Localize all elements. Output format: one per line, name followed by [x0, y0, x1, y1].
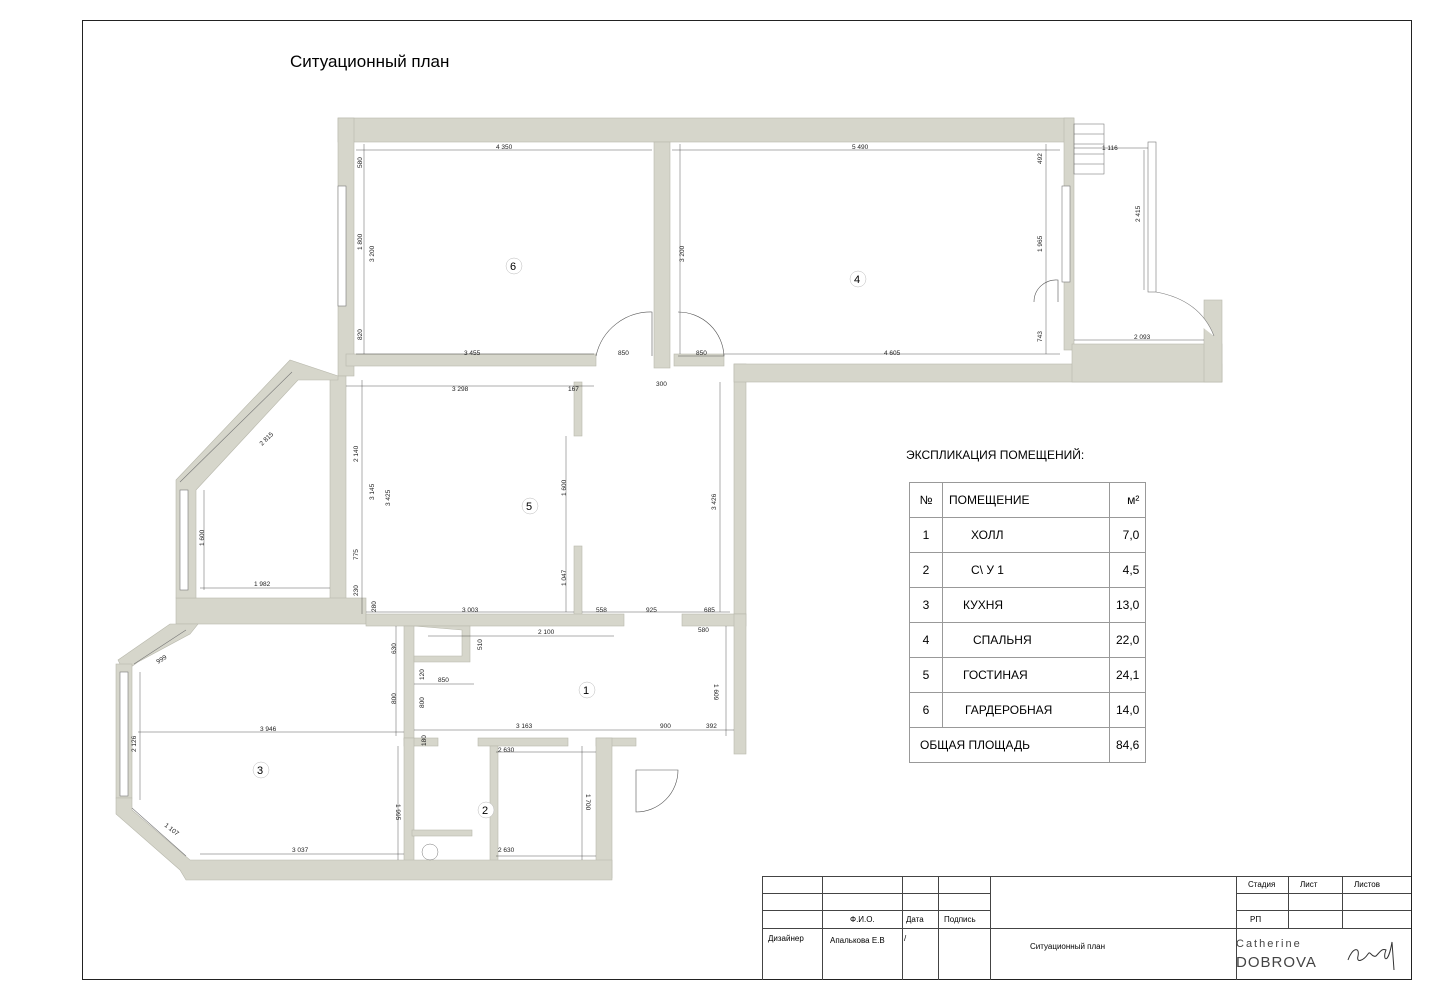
logo-text-top: Catherine [1236, 938, 1302, 950]
dim-2415: 2 415 [1135, 205, 1142, 222]
date-slash: / [904, 934, 907, 943]
dim-300: 300 [656, 381, 667, 388]
dim-850b: 850 [696, 350, 707, 357]
dim-900: 900 [660, 723, 671, 730]
dim-1700: 1 700 [584, 794, 591, 811]
explication-table [909, 482, 1146, 763]
col-area-header: м² [1110, 483, 1146, 518]
dim-120: 120 [419, 669, 426, 680]
dim-3145: 3 145 [369, 483, 376, 500]
room-number-1: 1 [583, 685, 590, 697]
dim-850c: 850 [438, 677, 449, 684]
sheet-label: Лист [1300, 880, 1318, 889]
total-area: 84,6 [1110, 728, 1146, 763]
dim-800b: 800 [419, 697, 426, 708]
title-block [762, 876, 1411, 980]
date-label: Дата [906, 915, 924, 924]
dim-230: 230 [353, 585, 360, 596]
dim-492: 492 [1037, 153, 1044, 164]
col-room-header: ПОМЕЩЕНИЕ [943, 483, 1110, 518]
dim-2126: 2 126 [131, 735, 138, 752]
dim-167: 167 [568, 386, 579, 393]
dim-1107: 1 107 [162, 822, 180, 838]
dim-3298: 3 298 [452, 386, 469, 393]
dim-1600a: 1 600 [561, 479, 568, 496]
dim-510: 510 [477, 639, 484, 650]
room-number-2: 2 [482, 805, 489, 817]
total-label: ОБЩАЯ ПЛОЩАДЬ [910, 728, 1110, 763]
table-row: 5 ГОСТИНАЯ 24,1 [910, 658, 1146, 693]
dim-2140: 2 140 [353, 445, 360, 462]
room-number-5: 5 [526, 501, 533, 513]
sheets-label: Листов [1354, 880, 1380, 889]
dim-1609: 1 609 [712, 684, 719, 701]
stage-label: Стадия [1248, 880, 1276, 889]
table-row: 1 ХОЛЛ 7,0 [910, 518, 1146, 553]
explication-heading: ЭКСПЛИКАЦИЯ ПОМЕЩЕНИЙ: [906, 448, 1085, 462]
dim-2630b: 2 630 [498, 847, 515, 854]
dim-4350: 4 350 [496, 144, 513, 151]
dim-3200a: 3 200 [369, 245, 376, 262]
dim-3425: 3 425 [385, 489, 392, 506]
dim-3163: 3 163 [516, 723, 533, 730]
room-number-3: 3 [257, 765, 264, 777]
dim-2815: 2 815 [258, 431, 276, 448]
dim-1116: 1 116 [1102, 145, 1118, 152]
drawing-title: Ситуационный план [1030, 942, 1106, 951]
dim-999: 999 [155, 654, 169, 666]
designer-name: Апалькова Е.В [830, 936, 885, 945]
dim-3003: 3 003 [462, 607, 479, 614]
fio-label: Ф.И.О. [850, 915, 875, 924]
dim-558: 558 [596, 607, 607, 614]
dim-630: 630 [391, 643, 398, 654]
logo-text-bottom: DOBROVA [1236, 954, 1317, 971]
dim-580b: 580 [698, 627, 709, 634]
col-no-header: № [910, 483, 943, 518]
sign-label: Подпись [944, 915, 976, 924]
table-row: 6 ГАРДЕРОБНАЯ 14,0 [910, 693, 1146, 728]
dim-3200b: 3 200 [679, 245, 686, 262]
dim-743: 743 [1037, 331, 1044, 342]
dim-3037: 3 037 [292, 847, 309, 854]
dim-392: 392 [706, 723, 717, 730]
dim-1800: 1 800 [357, 233, 364, 250]
dim-850a: 850 [618, 350, 629, 357]
room-number-6: 6 [510, 261, 517, 273]
explication-total-row [910, 728, 1146, 763]
dim-3455: 3 455 [464, 350, 481, 357]
dim-3946: 3 946 [260, 726, 277, 733]
table-row: 3 КУХНЯ 13,0 [910, 588, 1146, 623]
dim-4605: 4 605 [884, 350, 901, 357]
dim-280: 280 [371, 601, 378, 612]
page-title: Ситуационный план [290, 52, 450, 71]
dim-1600b: 1 600 [199, 529, 206, 546]
dim-1995: 1 995 [394, 804, 401, 821]
dim-580a: 580 [357, 157, 364, 168]
stage-value: РП [1250, 915, 1262, 924]
dim-925: 925 [646, 607, 657, 614]
explication-header-row [910, 483, 1146, 518]
dim-1047: 1 047 [561, 569, 568, 586]
table-row: 2 С\ У 1 4,5 [910, 553, 1146, 588]
signature-icon [1342, 930, 1406, 974]
dim-2100: 2 100 [538, 629, 555, 636]
dim-2630a: 2 630 [498, 747, 515, 754]
table-row: 4 СПАЛЬНЯ 22,0 [910, 623, 1146, 658]
room-number-4: 4 [854, 274, 861, 286]
dim-685: 685 [704, 607, 715, 614]
dim-2093: 2 093 [1134, 334, 1151, 341]
dim-3426: 3 426 [711, 493, 718, 510]
dim-1965: 1 965 [1037, 235, 1044, 252]
dim-180: 180 [421, 735, 428, 746]
dim-5490: 5 490 [852, 144, 869, 151]
dim-1982: 1 982 [254, 581, 271, 588]
role-label: Дизайнер [768, 934, 804, 943]
dim-800a: 800 [391, 693, 398, 704]
dim-820: 820 [357, 329, 364, 340]
dim-775: 775 [353, 549, 360, 560]
